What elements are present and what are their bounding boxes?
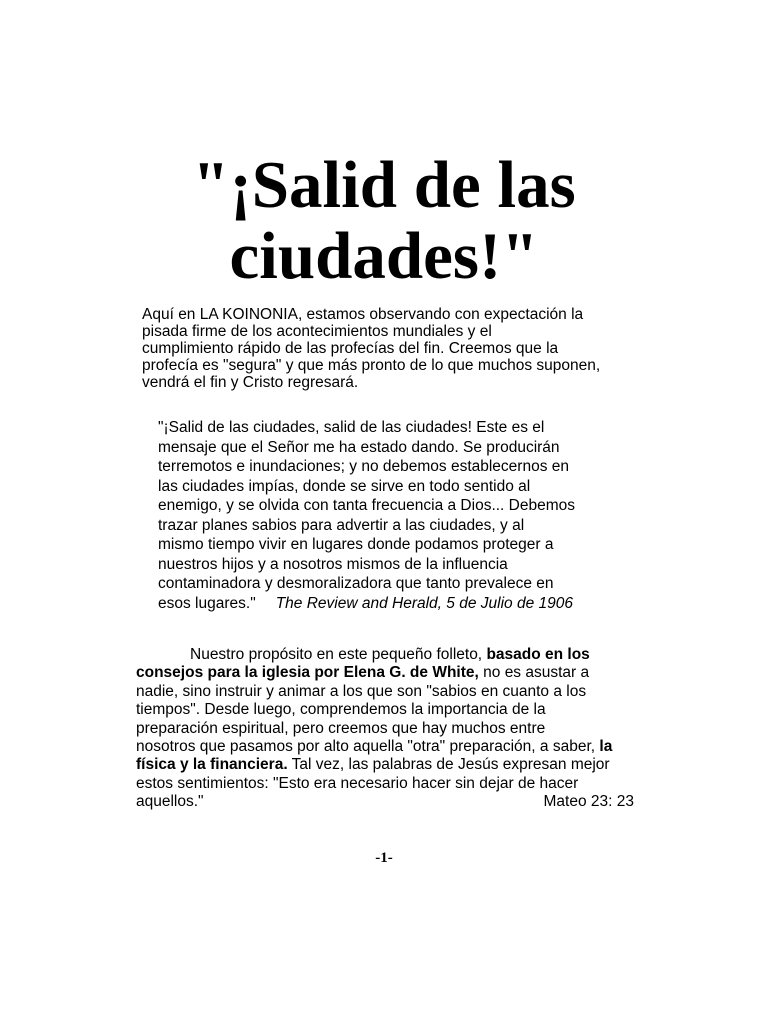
quote-line: terremotos e inundaciones; y no debemos establecernos en [158, 458, 569, 475]
purpose-text: no es asustar a [483, 664, 590, 682]
page-title [0, 150, 768, 292]
purpose-text: Tal vez, las palabras de Jesús expresan mejor [291, 756, 610, 774]
purpose-text: nosotros que pasamos por alto aquella "otra" preparación, a saber, [136, 738, 596, 756]
purpose-bold-text: la [599, 738, 613, 756]
quote-last-line [158, 594, 628, 614]
purpose-line: tiempos". Desde luego, comprendemos la importancia de la [136, 701, 546, 719]
quote-line: trazar planes sabios para advertir a las ciudades, y al [158, 516, 525, 534]
intro-line: pisada firme de los acontecimientos mundiales y el [142, 323, 492, 340]
intro-line: cumplimiento rápido de las profecías del fin. Creemos que la [142, 340, 559, 357]
scripture-reference: Mateo 23: 23 [543, 793, 634, 811]
purpose-last-line [136, 793, 634, 811]
quote-citation: The Review and Herald, 5 de Julio de 1906 [275, 594, 573, 612]
quote-line: contaminadora y desmoralizadora que tanto prevalece en [158, 575, 554, 592]
purpose-bold-text: física y la financiera. [136, 756, 288, 774]
intro-line: Aquí en LA KOINONIA, estamos observando con expectación la [142, 306, 584, 323]
intro-line: vendrá el fin y Cristo regresará. [142, 374, 359, 391]
purpose-text: Nuestro propósito en este pequeño folleto, [190, 646, 483, 663]
quote-line: las ciudades impías, donde se sirve en todo sentido al [158, 477, 531, 495]
block-quote [158, 418, 628, 613]
quote-line: mismo tiempo vivir en lugares donde podamos proteger a [158, 536, 554, 553]
purpose-text: aquellos." [136, 793, 204, 811]
purpose-bold-text: consejos para la iglesia por Elena G. de White, [136, 664, 479, 682]
purpose-line: nadie, sino instruir y animar a los que son "sabios en cuanto a los [136, 682, 587, 700]
intro-line: profecía es "segura" y que más pronto de lo que muchos suponen, [142, 357, 601, 374]
purpose-line [136, 738, 634, 756]
purpose-line [136, 756, 634, 774]
title-line-2: ciudades!" [229, 219, 539, 293]
title-line-1: "¡Salid de las [192, 148, 576, 222]
purpose-bold-text: basado en los [486, 646, 590, 663]
purpose-paragraph [136, 646, 634, 812]
intro-paragraph [142, 306, 628, 391]
quote-line: enemigo, y se olvida con tanta frecuencia a Dios... Debemos [158, 497, 576, 514]
purpose-line: preparación espiritual, pero creemos que hay muchos entre [136, 719, 546, 737]
quote-end-text: esos lugares." [158, 594, 256, 612]
quote-line: "¡Salid de las ciudades, salid de las ciudades! Este es el [158, 419, 545, 436]
page-number: -1- [375, 850, 393, 866]
quote-line: mensaje que el Señor me ha estado dando. Se producirán [158, 438, 560, 456]
purpose-line [136, 646, 634, 664]
quote-line: nuestros hijos y a nosotros mismos de la influencia [158, 555, 508, 573]
purpose-line [136, 664, 634, 682]
purpose-line: estos sentimientos: "Esto era necesario hacer sin dejar de hacer [136, 774, 579, 792]
